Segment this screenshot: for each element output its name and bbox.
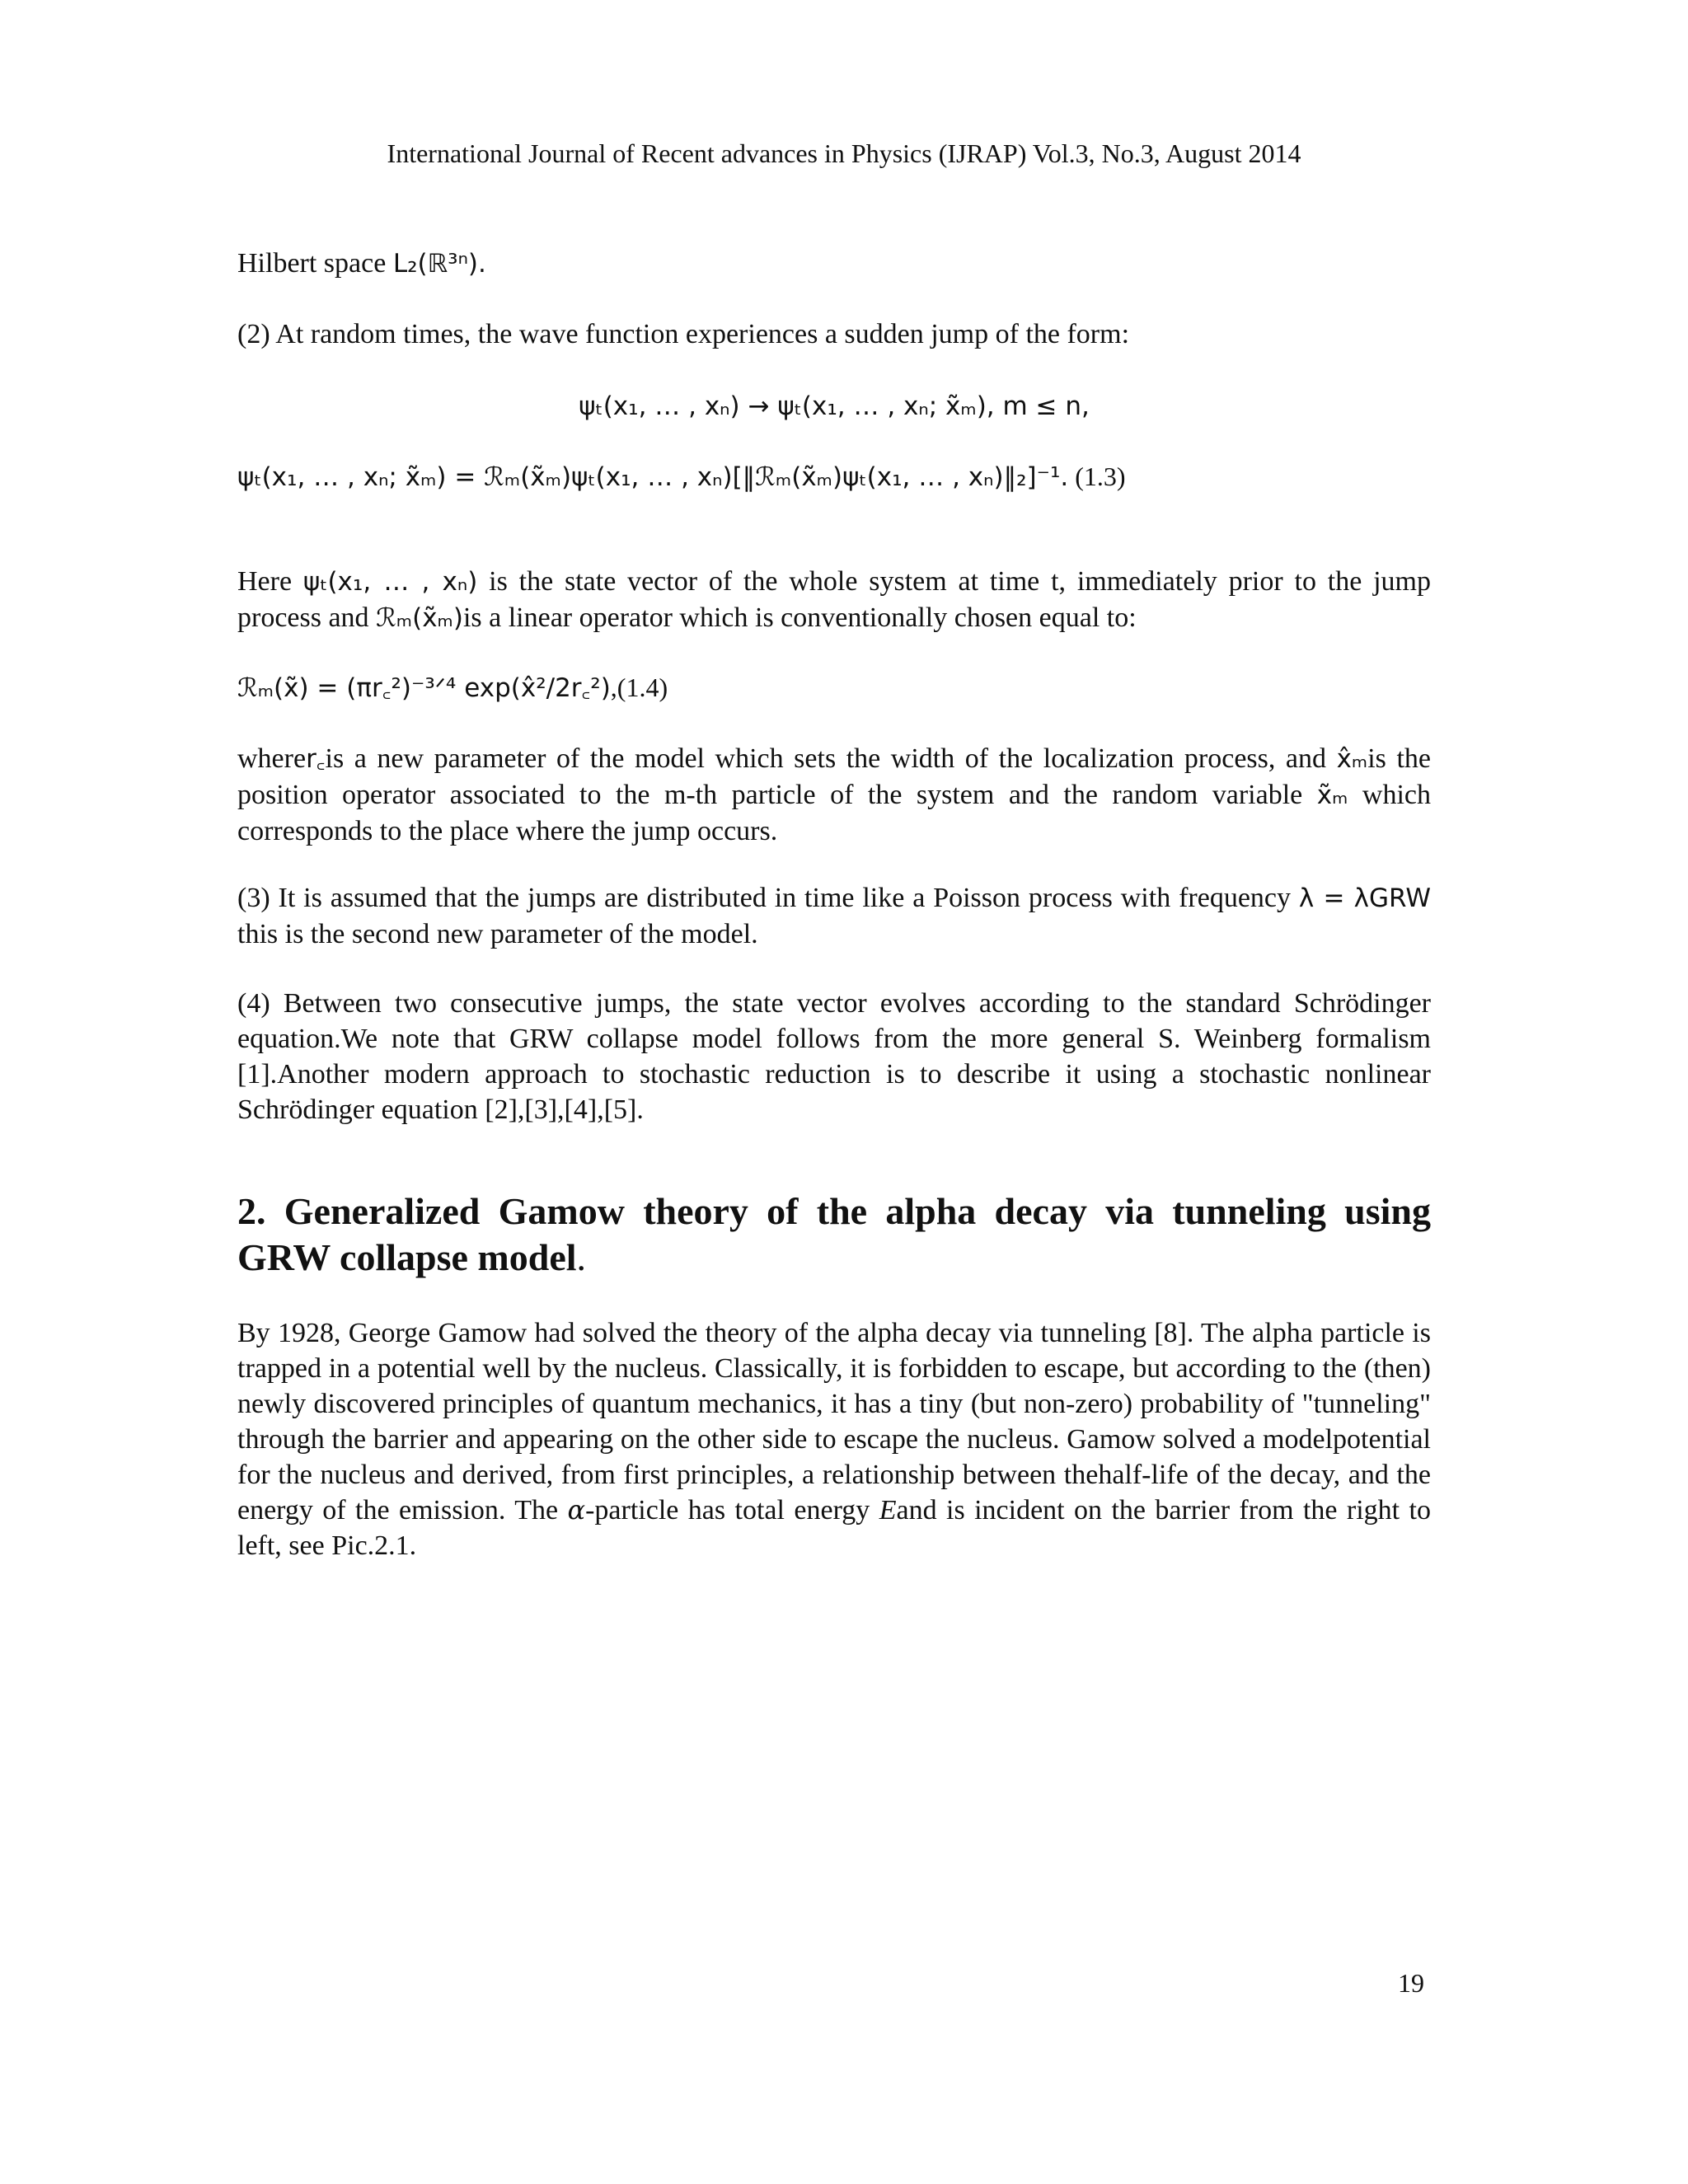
item-3-lambda-math: λ = λGRW bbox=[1298, 883, 1431, 913]
where-text-a: where bbox=[237, 743, 307, 774]
paragraph-hilbert bbox=[237, 246, 1431, 282]
equation-1-4-math: ℛₘ(x̃) = (πr꜀²)⁻³ᐟ⁴ exp(x̂²/2r꜀²) bbox=[237, 673, 611, 703]
equation-1-3-label: (1.3) bbox=[1068, 462, 1126, 491]
equation-jump-math: ψₜ(x₁, … , xₙ) → ψₜ(x₁, … , xₙ; x̃ₘ), m ≤ n, bbox=[579, 391, 1090, 421]
running-header: International Journal of Recent advances in Physics (IJRAP) Vol.3, No.3, August 2014 bbox=[387, 138, 1301, 168]
equation-jump bbox=[237, 388, 1431, 424]
section-2-heading bbox=[237, 1188, 1431, 1281]
equation-1-3-math: ψₜ(x₁, … , xₙ; x̃ₘ) = ℛₘ(x̃ₘ)ψₜ(x₁, … , xₙ)[‖ℛₘ(x̃ₘ)ψₜ(x₁, … , xₙ)‖₂]⁻¹. bbox=[237, 462, 1069, 492]
where-xtilde-math: x̃ₘ bbox=[1316, 780, 1348, 810]
item-3-text-b: this is the second new parameter of the model. bbox=[237, 919, 758, 949]
page-number: 19 bbox=[1398, 1968, 1424, 1998]
paragraph-gamow bbox=[237, 1315, 1431, 1563]
paragraph-here bbox=[237, 564, 1431, 636]
gamow-text-b: -particle has total energy bbox=[585, 1495, 879, 1526]
gamow-energy-symbol: E bbox=[879, 1495, 897, 1526]
where-rc-math: r꜀ bbox=[306, 744, 326, 774]
item-3 bbox=[237, 880, 1431, 952]
item-2 bbox=[237, 316, 1431, 352]
item-4 bbox=[237, 986, 1431, 1127]
here-text-c: is a linear operator which is conventionally chosen equal to: bbox=[462, 602, 1137, 633]
item-2-text: (2) At random times, the wave function experiences a sudden jump of the form: bbox=[237, 319, 1130, 349]
equation-1-4-label: ,(1.4) bbox=[610, 673, 668, 702]
gamow-text-a: By 1928, George Gamow had solved the theory of the alpha decay via tunneling [8]. The alpha particle is trapped in a potential well by the nucleus. Classically, it is forbidden to escape, but according to the (then) newly discovered principles of quantum mechanics, it has a tiny (but non-zero) probability of "tunneling" through the barrier and appearing on the other side to escape the nucleus. Gamow solved a modelpotential for the nucleus and derived, from first principles, a relationship between thehalf-life of the decay, and the energy of the emission. The bbox=[237, 1318, 1431, 1526]
section-2-title-dot: . bbox=[576, 1236, 587, 1278]
gamow-alpha-symbol: α bbox=[567, 1494, 586, 1526]
here-text-b: is the state vector of the whole system at time t, immediately prior to the jump process and bbox=[237, 566, 1431, 633]
here-text-a: Here bbox=[237, 566, 303, 597]
paragraph-where bbox=[237, 741, 1431, 849]
here-psi-math: ψₜ(x₁, … , xₙ) bbox=[302, 567, 478, 597]
section-2-title: 2. Generalized Gamow theory of the alpha decay via tunneling using GRW collapse model bbox=[237, 1190, 1431, 1278]
where-text-b: is a new parameter of the model which sets the width of the localization process, and bbox=[325, 743, 1337, 774]
item-4-text: (4) Between two consecutive jumps, the state vector evolves according to the standard Schrödinger equation.We note that GRW collapse model follows from the more general S. Weinberg formalism [1].Another modern approach to stochastic reduction is to describe it using a stochastic nonlinear Schrödinger equation [2],[3],[4],[5]. bbox=[237, 988, 1431, 1125]
item-3-text-a: (3) It is assumed that the jumps are distributed in time like a Poisson process with frequency bbox=[237, 883, 1299, 913]
where-text-c: is the position operator associated to the m-th particle of the system and the random variable bbox=[237, 743, 1431, 810]
where-xhat-math: x̂ₘ bbox=[1336, 744, 1368, 774]
gamow-text-c: and is incident on the barrier from the right to left, see Pic.2.1. bbox=[237, 1495, 1431, 1561]
equation-1-4 bbox=[237, 670, 1431, 706]
here-operator-math: ℛₘ(x̃ₘ) bbox=[376, 603, 463, 633]
equation-1-3 bbox=[237, 459, 1431, 495]
hilbert-math: L₂(ℝ³ⁿ). bbox=[392, 249, 486, 279]
where-text-d: which corresponds to the place where the jump occurs. bbox=[237, 780, 1431, 846]
hilbert-text: Hilbert space bbox=[237, 248, 393, 279]
